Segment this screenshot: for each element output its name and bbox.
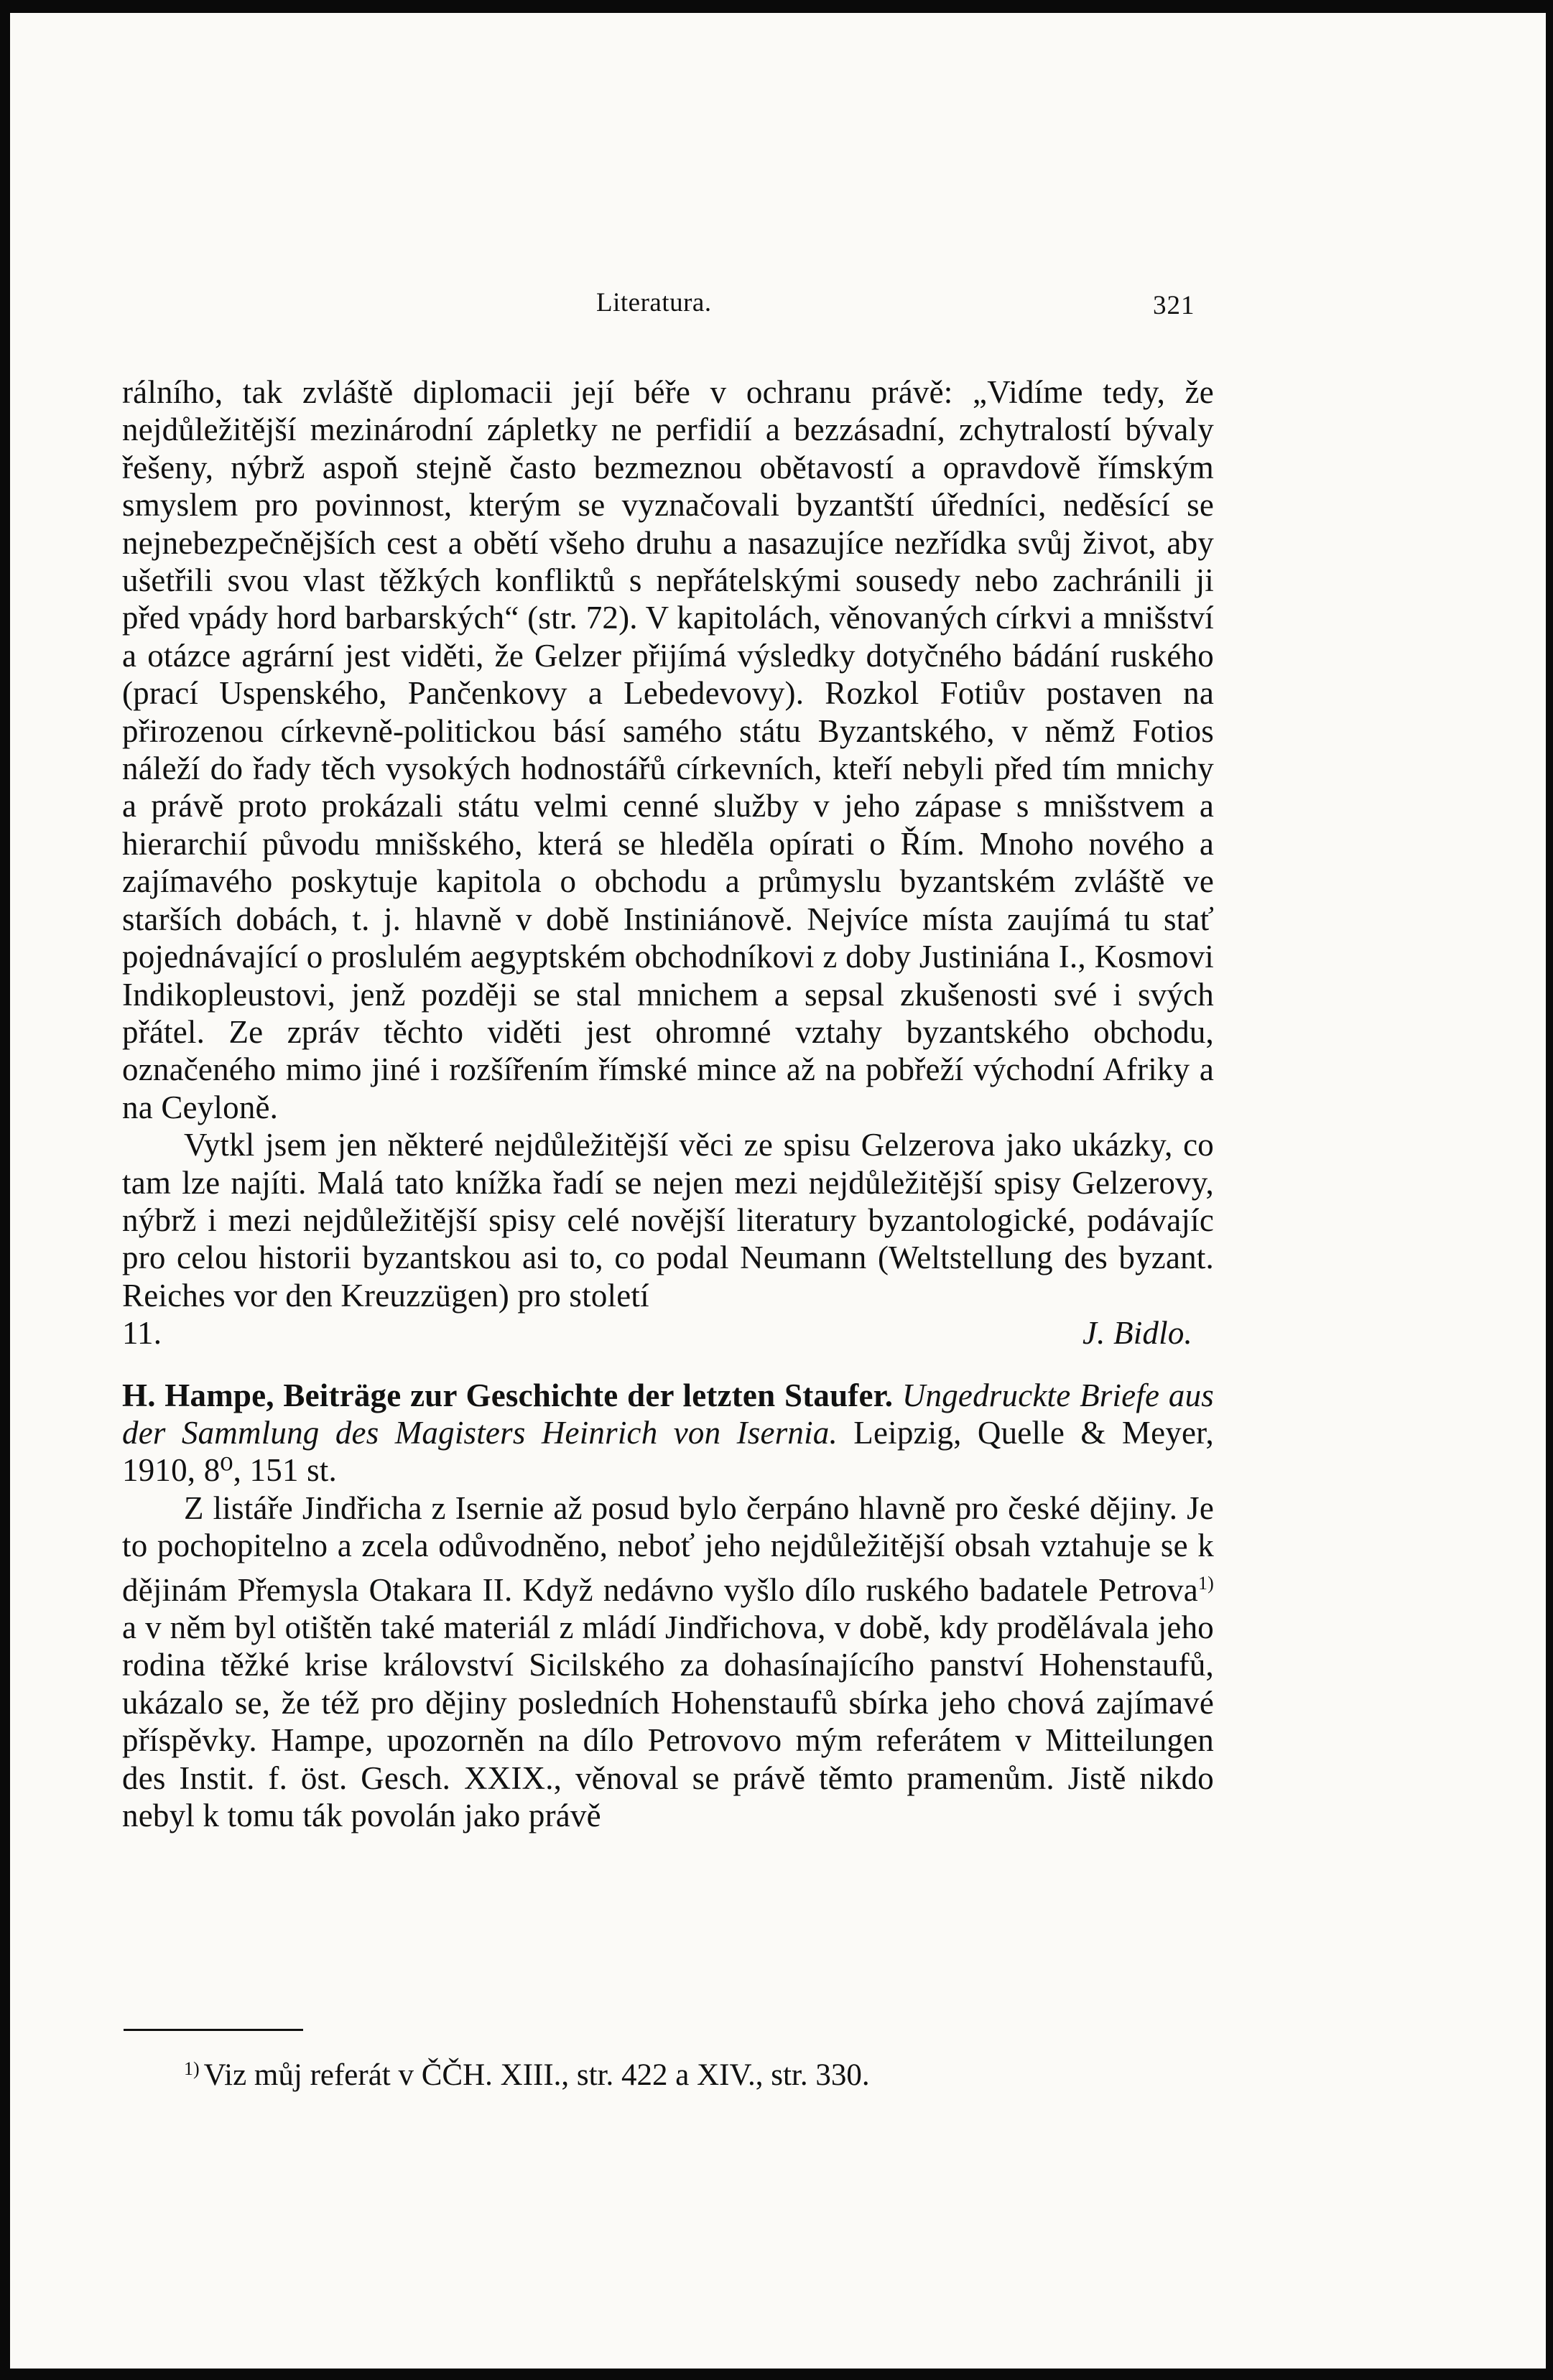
review-title: Beiträge zur Geschichte der letzten Staufer. (283, 1377, 894, 1413)
review-paragraph-continued: a v něm byl otištěn také materiál z mládí Jindřichova, v době, kdy prodělávala jeho rodina těžké krise království Sicilského za dohasínajícího panství Hohenstaufů, ukázalo se, že též pro dějiny posledních Hohenstaufů sbírka jeho chová zajímavé příspěvky. Hampe, upozorněn na dílo Petrovovo mým referátem v Mitteilungen des Instit. f. öst. Gesch. XXIX., věnoval se právě těmto pramenům. Jistě nikdo nebyl k tomu ták povolán jako právě (122, 1609, 1214, 1834)
body-text (122, 373, 1214, 1834)
review-subtitle: Ungedruckte Briefe aus der Sammlung des Magisters Heinrich von Isernia. (122, 1377, 1214, 1451)
footnote-mark: 1) (184, 2058, 200, 2079)
review-paragraph (122, 1489, 1214, 1835)
page-number: 321 (1153, 291, 1195, 320)
footnote-text: Viz můj referát v ČČH. XIII., str. 422 a XIV., str. 330. (203, 2058, 870, 2092)
review-authors: H. Hampe, (122, 1377, 274, 1413)
footnotes (122, 2050, 1214, 2094)
paragraph-conclusion (122, 1126, 1214, 1314)
footnote-divider (124, 2029, 303, 2031)
footnote (122, 2050, 1214, 2094)
running-head: Literatura. (596, 288, 712, 317)
footnote-reference: 1) (1197, 1572, 1214, 1594)
paragraph-conclusion-text: Vytkl jsem jen některé nejdůležitější věci ze spisu Gelzerova jako ukázky, co tam lze najíti. Malá tato knížka řadí se nejen mezi nejdůležitější spisy Gelzerovy, nýbrž i mezi nejdůležitější spisy celé novější literatury byzantologické, podávajíc pro celou historii byzantskou asi to, co podal Neumann (Weltstellung des byzant. Reiches vor den Kreuzzügen) pro století (122, 1127, 1214, 1314)
review-heading (122, 1377, 1214, 1489)
reviewer-signature: J. Bidlo. (1082, 1315, 1192, 1352)
review-imprint: Leipzig, Quelle & Meyer, 1910, 8⁰, 151 st. (122, 1414, 1214, 1489)
page-header (122, 287, 1214, 330)
signature-line (122, 1314, 1214, 1352)
paragraph-conclusion-end: 11. (122, 1315, 162, 1352)
review-paragraph-text: Z listáře Jindřicha z Isernie až posud bylo čerpáno hlavně pro české dějiny. Je to pochopitelno a zcela odůvodněno, neboť jeho nejdůležitější obsah vztahuje se k dějinám Přemysla Otakara II. Když nedávno vyšlo dílo ruského badatele Petrova (122, 1489, 1214, 1608)
paragraph-continuation: rálního, tak zvláště diplomacii její béře v ochranu právě: „Vidíme tedy, že nejdůležitější mezinárodní zápletky ne perfidií a bezzásadní, zchytralostí bývaly řešeny, nýbrž aspoň stejně často bezmeznou obětavostí a opravdově římským smyslem pro povinnost, kterým se vyznačovali byzantští úředníci, neděsící se nejnebezpečnějších cest a obětí všeho druhu a nasazujíce nezřídka svůj život, aby ušetřili svou vlast těžkých konfliktů s nepřátelskými sousedy nebo zachránili ji před vpády hord barbarských“ (str. 72). V kapitolách, věnovaných církvi a mnišství a otázce agrární jest viděti, že Gelzer přijímá výsledky dotyčného bádání ruského (prací Uspenského, Pančenkovy a Lebedevovy). Rozkol Fotiův postaven na přirozenou církevně-politickou básí samého státu Byzantského, v němž Fotios náleží do řady těch vysokých hodnostářů církevních, kteří nebyli před tím mnichy a právě proto prokázali státu velmi cenné služby v jeho zápase s mnišstvem a hierarchií původu mnišského, která se hleděla opírati o Řím. Mnoho nového a zajímavého poskytuje kapitola o obchodu a průmyslu byzantském zvláště ve starších dobách, t. j. hlavně v době Instiniánově. Nejvíce místa zaujímá tu stať pojednávající o proslulém aegyptském obchodníkovi z doby Justiniána I., Kosmovi Indikopleustovi, jenž později se stal mnichem a sepsal zkušenosti své i svých přátel. Ze zpráv těchto viděti jest ohromné vztahy byzantského obchodu, označeného mimo jiné i rozšířením římské mince až na pobřeží východní Afriky a na Ceyloně. (122, 374, 1214, 1125)
